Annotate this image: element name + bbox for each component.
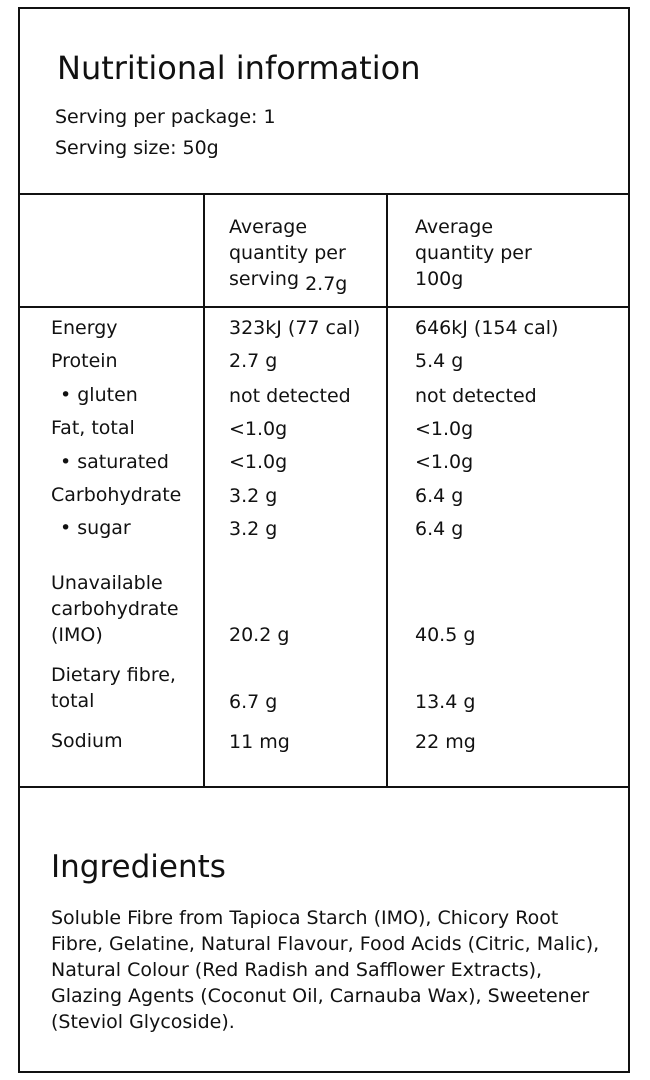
row-label-imo: Unavailable carbohydrate (IMO) — [51, 572, 179, 646]
panel-title: Nutritional information — [57, 49, 421, 87]
row-serving-saturated: <1.0g — [229, 451, 288, 473]
row-label-protein: Protein — [51, 350, 118, 372]
row-per100-protein: 5.4 g — [415, 350, 464, 372]
row-serving-gluten: not detected — [229, 385, 351, 407]
row-label-sugar: • sugar — [60, 517, 131, 539]
row-serving-sodium: 11 mg — [229, 731, 290, 753]
row-per100-saturated: <1.0g — [415, 451, 474, 473]
row-per100-fat: <1.0g — [415, 418, 474, 440]
row-serving-energy: 323kJ (77 cal) — [229, 317, 361, 339]
row-label-gluten: • gluten — [60, 384, 138, 406]
row-label-fibre: Dietary fibre, total — [51, 664, 176, 712]
nutrition-panel — [18, 7, 630, 1073]
row-per100-fibre: 13.4 g — [415, 691, 476, 713]
serving-size: Serving size: 50g — [55, 137, 219, 159]
row-label-fat: Fat, total — [51, 417, 135, 439]
row-serving-protein: 2.7 g — [229, 350, 278, 372]
column-divider-1 — [203, 193, 205, 787]
row-label-saturated: • saturated — [60, 451, 169, 473]
row-label-sodium: Sodium — [51, 730, 123, 752]
header-per-100g: Average quantity per 100g — [415, 216, 532, 290]
ingredients-title: Ingredients — [51, 849, 226, 885]
divider-header — [20, 306, 628, 308]
row-per100-gluten: not detected — [415, 385, 537, 407]
row-serving-fibre: 6.7 g — [229, 691, 278, 713]
column-divider-2 — [386, 193, 388, 787]
row-per100-energy: 646kJ (154 cal) — [415, 317, 559, 339]
row-serving-imo: 20.2 g — [229, 624, 290, 646]
row-per100-imo: 40.5 g — [415, 624, 476, 646]
header-serving-extra: 2.7g — [305, 273, 348, 295]
row-per100-carbohydrate: 6.4 g — [415, 485, 464, 507]
row-per100-sugar: 6.4 g — [415, 518, 464, 540]
row-serving-fat: <1.0g — [229, 418, 288, 440]
row-serving-carbohydrate: 3.2 g — [229, 485, 278, 507]
row-label-energy: Energy — [51, 317, 118, 339]
row-per100-sodium: 22 mg — [415, 731, 476, 753]
row-label-carbohydrate: Carbohydrate — [51, 484, 182, 506]
serving-per-package: Serving per package: 1 — [55, 106, 276, 128]
divider-top — [20, 193, 628, 195]
header-serving — [229, 214, 359, 295]
row-serving-sugar: 3.2 g — [229, 518, 278, 540]
divider-bottom — [20, 786, 628, 788]
header-serving-label: Average quantity per serving — [229, 216, 346, 290]
ingredients-text: Soluble Fibre from Tapioca Starch (IMO), Chicory Root Fibre, Gelatine, Natural Flavour, Food Acids (Citric, Malic), Natural Colour (Red Radish and Safflower Extracts), Glazing Agents (Coconut Oil, Carnauba Wax), Sweetener (Steviol Glycoside). — [51, 907, 600, 1033]
